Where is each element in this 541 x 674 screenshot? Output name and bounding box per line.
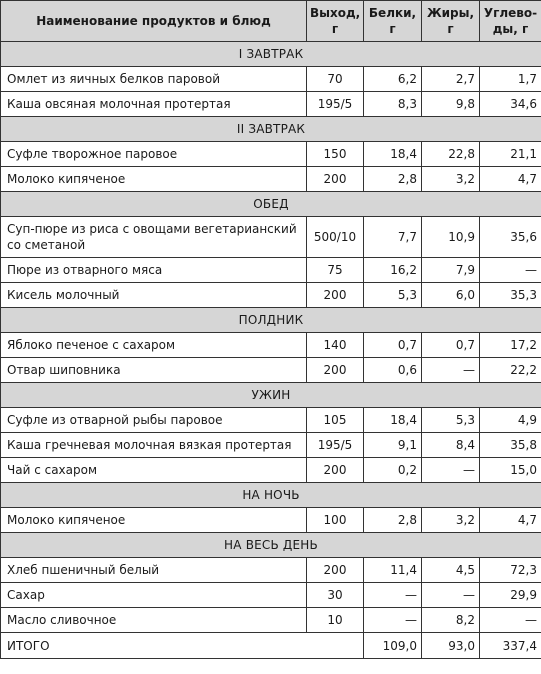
section-header-row	[1, 483, 541, 508]
carbs-value: —	[480, 258, 541, 283]
output-value: 10	[307, 608, 364, 633]
output-value: 200	[307, 283, 364, 308]
protein-value: 6,2	[364, 67, 422, 92]
dish-name: Отвар шиповника	[1, 358, 307, 383]
output-value: 150	[307, 142, 364, 167]
table-row	[1, 167, 541, 192]
carbs-value: 1,7	[480, 67, 541, 92]
table-row	[1, 408, 541, 433]
table-row	[1, 558, 541, 583]
fat-value: 7,9	[422, 258, 480, 283]
carbs-value: —	[480, 608, 541, 633]
carbs-value: 22,2	[480, 358, 541, 383]
table-body	[1, 42, 541, 659]
carbs-value: 35,6	[480, 217, 541, 258]
dish-name: Пюре из отварного мяса	[1, 258, 307, 283]
fat-value: 10,9	[422, 217, 480, 258]
fat-value: —	[422, 358, 480, 383]
fat-value: 3,2	[422, 167, 480, 192]
header-protein: Белки, г	[364, 1, 422, 42]
carbs-value: 29,9	[480, 583, 541, 608]
header-carbs: Углево-ды, г	[480, 1, 541, 42]
section-header-row	[1, 117, 541, 142]
carbs-value: 35,8	[480, 433, 541, 458]
output-value: 100	[307, 508, 364, 533]
output-value: 105	[307, 408, 364, 433]
output-value: 200	[307, 558, 364, 583]
output-value: 75	[307, 258, 364, 283]
protein-value: 0,7	[364, 333, 422, 358]
fat-value: 3,2	[422, 508, 480, 533]
fat-value: 2,7	[422, 67, 480, 92]
total-fat: 93,0	[422, 633, 480, 659]
table-row	[1, 142, 541, 167]
table-row	[1, 333, 541, 358]
table-row	[1, 583, 541, 608]
section-title: I ЗАВТРАК	[1, 42, 541, 67]
table-row	[1, 258, 541, 283]
fat-value: 22,8	[422, 142, 480, 167]
fat-value: 8,4	[422, 433, 480, 458]
protein-value: 5,3	[364, 283, 422, 308]
fat-value: 0,7	[422, 333, 480, 358]
carbs-value: 21,1	[480, 142, 541, 167]
protein-value: —	[364, 583, 422, 608]
section-title: НА ВЕСЬ ДЕНЬ	[1, 533, 541, 558]
protein-value: 8,3	[364, 92, 422, 117]
dish-name: Каша гречневая молочная вязкая протертая	[1, 433, 307, 458]
section-title: II ЗАВТРАК	[1, 117, 541, 142]
total-carbs: 337,4	[480, 633, 541, 659]
section-header-row	[1, 383, 541, 408]
table-row	[1, 433, 541, 458]
protein-value: 0,6	[364, 358, 422, 383]
fat-value: 6,0	[422, 283, 480, 308]
fat-value: —	[422, 583, 480, 608]
table-row	[1, 92, 541, 117]
table-row	[1, 217, 541, 258]
dish-name: Омлет из яичных белков паровой	[1, 67, 307, 92]
output-value: 140	[307, 333, 364, 358]
total-label: ИТОГО	[1, 633, 307, 659]
section-title: УЖИН	[1, 383, 541, 408]
output-value: 200	[307, 458, 364, 483]
table-row	[1, 608, 541, 633]
total-row	[1, 633, 541, 659]
carbs-value: 34,6	[480, 92, 541, 117]
protein-value: 18,4	[364, 142, 422, 167]
carbs-value: 4,7	[480, 167, 541, 192]
carbs-value: 4,9	[480, 408, 541, 433]
output-value: 195/5	[307, 433, 364, 458]
protein-value: 11,4	[364, 558, 422, 583]
dish-name: Каша овсяная молочная протертая	[1, 92, 307, 117]
total-output-empty	[307, 633, 364, 659]
protein-value: 16,2	[364, 258, 422, 283]
total-protein: 109,0	[364, 633, 422, 659]
table-row	[1, 458, 541, 483]
carbs-value: 72,3	[480, 558, 541, 583]
header-name: Наименование продуктов и блюд	[1, 1, 307, 42]
output-value: 200	[307, 358, 364, 383]
table-row	[1, 358, 541, 383]
output-value: 70	[307, 67, 364, 92]
dish-name: Сахар	[1, 583, 307, 608]
header-output: Выход, г	[307, 1, 364, 42]
table-row	[1, 283, 541, 308]
protein-value: —	[364, 608, 422, 633]
dish-name: Чай с сахаром	[1, 458, 307, 483]
dish-name: Яблоко печеное с сахаром	[1, 333, 307, 358]
section-title: НА НОЧЬ	[1, 483, 541, 508]
output-value: 30	[307, 583, 364, 608]
dish-name: Кисель молочный	[1, 283, 307, 308]
output-value: 195/5	[307, 92, 364, 117]
protein-value: 0,2	[364, 458, 422, 483]
dish-name: Суфле творожное паровое	[1, 142, 307, 167]
fat-value: 4,5	[422, 558, 480, 583]
section-header-row	[1, 308, 541, 333]
dish-name: Хлеб пшеничный белый	[1, 558, 307, 583]
output-value: 200	[307, 167, 364, 192]
header-fat: Жиры, г	[422, 1, 480, 42]
table-header-row	[1, 1, 541, 42]
protein-value: 9,1	[364, 433, 422, 458]
fat-value: 9,8	[422, 92, 480, 117]
section-header-row	[1, 192, 541, 217]
carbs-value: 4,7	[480, 508, 541, 533]
carbs-value: 15,0	[480, 458, 541, 483]
fat-value: 5,3	[422, 408, 480, 433]
fat-value: 8,2	[422, 608, 480, 633]
table-row	[1, 508, 541, 533]
dish-name: Масло сливочное	[1, 608, 307, 633]
protein-value: 2,8	[364, 508, 422, 533]
dish-name: Суп-пюре из риса с овощами вегетарианский со сметаной	[1, 217, 307, 258]
carbs-value: 17,2	[480, 333, 541, 358]
section-header-row	[1, 42, 541, 67]
output-value: 500/10	[307, 217, 364, 258]
fat-value: —	[422, 458, 480, 483]
section-title: ОБЕД	[1, 192, 541, 217]
section-header-row	[1, 533, 541, 558]
section-title: ПОЛДНИК	[1, 308, 541, 333]
dish-name: Молоко кипяченое	[1, 508, 307, 533]
carbs-value: 35,3	[480, 283, 541, 308]
table-row	[1, 67, 541, 92]
protein-value: 18,4	[364, 408, 422, 433]
protein-value: 7,7	[364, 217, 422, 258]
protein-value: 2,8	[364, 167, 422, 192]
dish-name: Молоко кипяченое	[1, 167, 307, 192]
dish-name: Суфле из отварной рыбы паровое	[1, 408, 307, 433]
